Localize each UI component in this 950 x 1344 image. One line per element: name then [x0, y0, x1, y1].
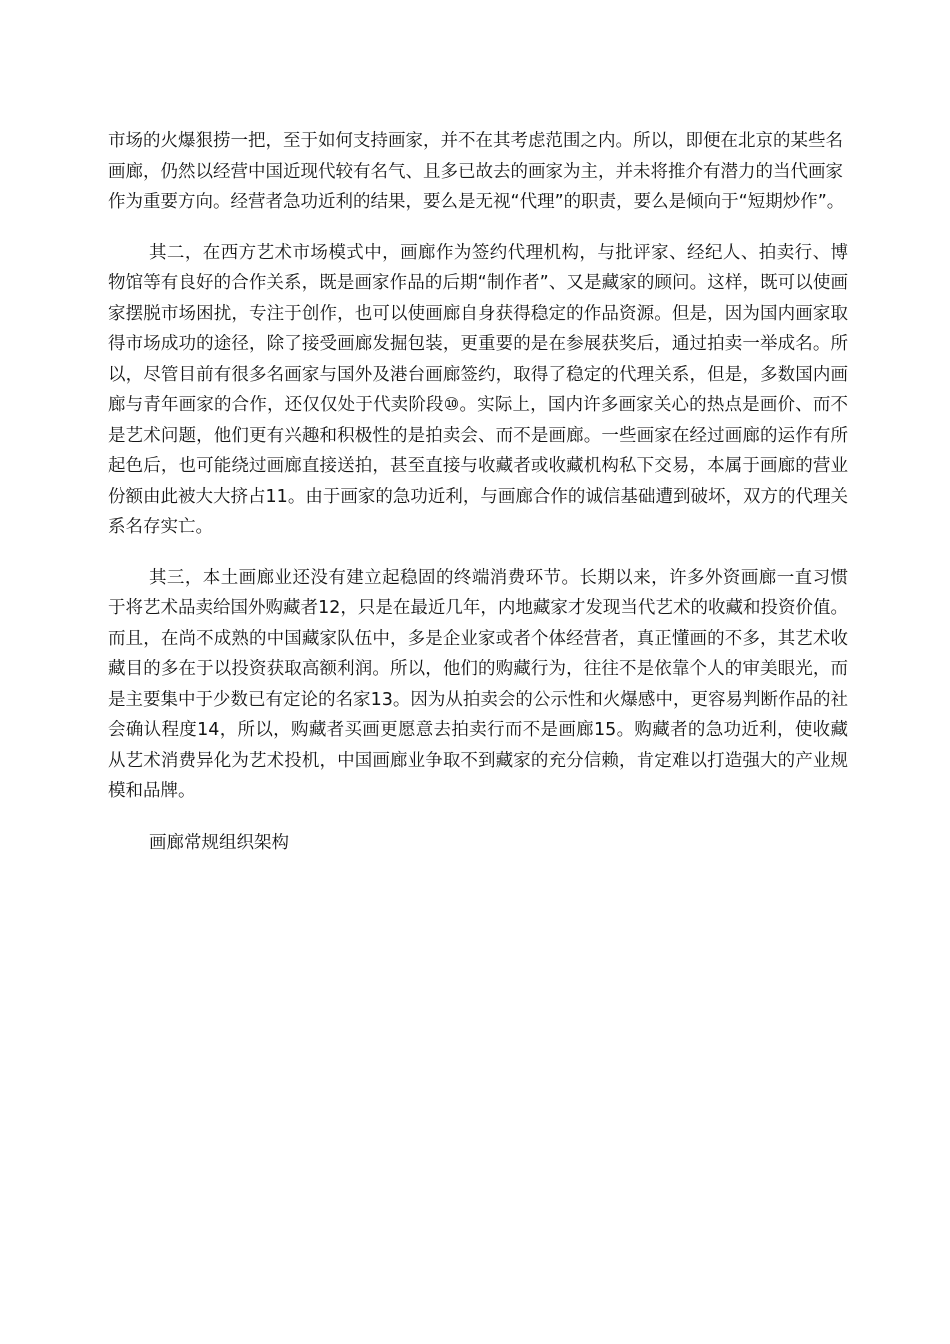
document-page [108, 126, 848, 858]
paragraph-point-three: 其三，本土画廊业还没有建立起稳固的终端消费环节。长期以来，许多外资画廊一直习惯于将艺术品卖给国外购藏者12，只是在最近几年，内地藏家才发现当代艺术的收藏和投资价值。而且，在尚不成熟的中国藏家队伍中，多是企业家或者个体经营者，真正懂画的不多，其艺术收藏目的多在于以投资获取高额利润。所以，他们的购藏行为，往往不是依靠个人的审美眼光，而是主要集中于少数已有定论的名家13。因为从拍卖会的公示性和火爆感中，更容易判断作品的社会确认程度14，所以，购藏者买画更愿意去拍卖行而不是画廊15。购藏者的急功近利，使收藏从艺术消费异化为艺术投机，中国画廊业争取不到藏家的充分信赖，肯定难以打造强大的产业规模和品牌。 [108, 567, 848, 801]
paragraph-continuation: 市场的火爆狠捞一把，至于如何支持画家，并不在其考虑范围之内。所以，即便在北京的某些名画廊，仍然以经营中国近现代较有名气、且多已故去的画家为主，并未将推介有潜力的当代画家作为重要方向。经营者急功近利的结果，要么是无视“代理”的职责，要么是倾向于“短期炒作”。 [108, 131, 845, 212]
section-heading: 画廊常规组织架构 [149, 832, 289, 853]
paragraph-point-two: 其二，在西方艺术市场模式中，画廊作为签约代理机构，与批评家、经纪人、拍卖行、博物馆等有良好的合作关系，既是画家作品的后期“制作者”、又是藏家的顾问。这样，既可以使画家摆脱市场困扰，专注于创作，也可以使画廊自身获得稳定的作品资源。但是，因为国内画家取得市场成功的途径，除了接受画廊发掘包装，更重要的是在参展获奖后，通过拍卖一举成名。所以，尽管目前有很多名画家与国外及港台画廊签约，取得了稳定的代理关系，但是，多数国内画廊与青年画家的合作，还仅仅处于代卖阶段⑩。实际上，国内许多画家关心的热点是画价、而不是艺术问题，他们更有兴趣和积极性的是拍卖会、而不是画廊。一些画家在经过画廊的运作有所起色后，也可能绕过画廊直接送拍，甚至直接与收藏者或收藏机构私下交易，本属于画廊的营业份额由此被大大挤占11。由于画家的急功近利，与画廊合作的诚信基础遭到破坏，双方的代理关系名存实亡。 [108, 242, 848, 537]
